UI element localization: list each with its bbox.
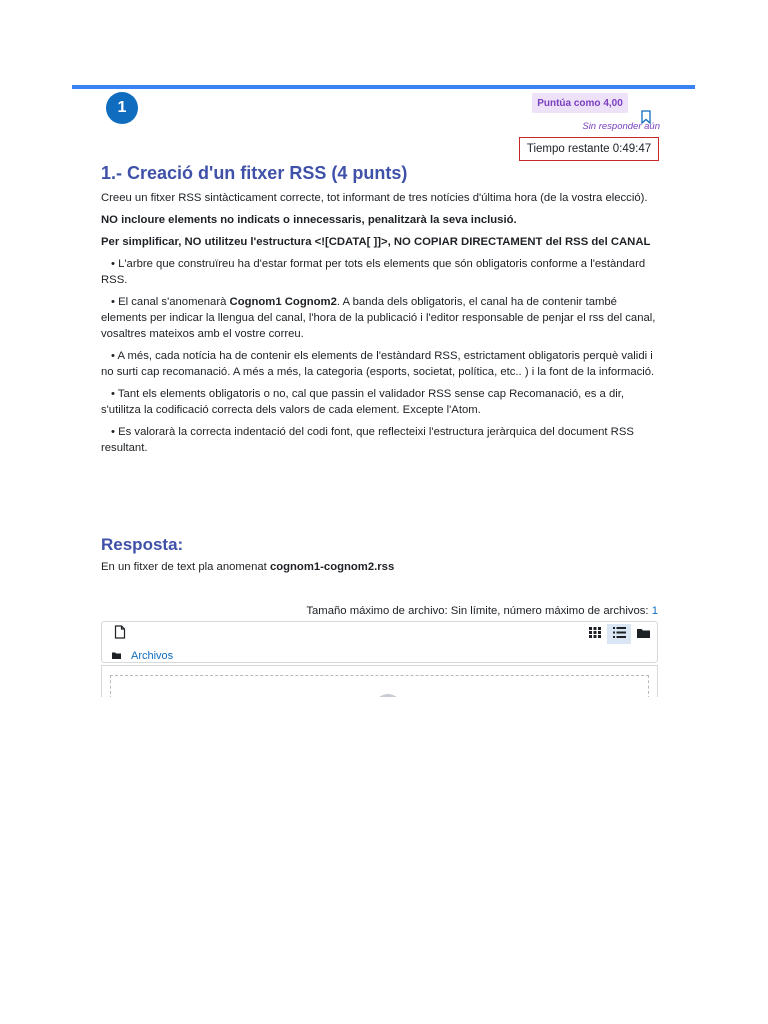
warning-text: NO incloure elements no indicats o innecessaris, penalitzarà la seva inclusió. xyxy=(101,214,517,226)
view-list-button[interactable] xyxy=(607,624,631,644)
timer-box: Tiempo restante 0:49:47 xyxy=(519,137,659,161)
view-tree-button[interactable] xyxy=(631,624,655,644)
folder-link[interactable]: Archivos xyxy=(131,650,174,662)
question-title: 1.- Creació d'un fitxer RSS (4 punts) xyxy=(101,163,408,183)
cdata-warning: Per simplificar, NO utilitzeu l'estructura <![CDATA[ ]]>, NO COPIAR DIRECTAMENT del RSS del CANAL xyxy=(101,236,651,248)
file-icon xyxy=(114,625,126,644)
question-text xyxy=(101,190,657,462)
list-icon xyxy=(613,625,626,643)
folder-icon xyxy=(112,650,121,662)
question-number-badge: 1 xyxy=(106,92,138,124)
grade-badge: Puntúa como 4,00 xyxy=(532,93,628,113)
bullet-item: • A més, cada notícia ha de contenir els elements de l'estàndard RSS, estrictament obligatoris perquè validi i no surti cap recomanació. A més a més, la categoria (esports, societat, política, etc.. ) i la font de la informació. xyxy=(101,350,655,378)
view-grid-button[interactable] xyxy=(583,624,607,644)
bullet-item: • L'arbre que construïreu ha d'estar format per tots els elements que són obligatoris conforme a l'estàndard RSS. xyxy=(101,258,646,286)
bullet-item: • Es valorarà la correcta indentació del codi font, que reflecteixi l'estructura jeràrquica del document RSS resultant. xyxy=(101,426,634,454)
view-switcher xyxy=(583,624,655,644)
bullet-item: • Tant els elements obligatoris o no, cal que passin el validador RSS sense cap Recomanació, es a dir, s'utilitza la codificació correcta dels valors de cada element. Excepte l'Atom. xyxy=(101,388,625,416)
file-limits-text: Tamaño máximo de archivo: Sin límite, número máximo de archivos: 1 xyxy=(306,605,658,617)
question-intro: Creeu un fitxer RSS sintàcticament correcte, tot informant de tres notícies d'última hora (de la vostra elecció). xyxy=(101,192,648,204)
page-blank-area xyxy=(0,697,768,1024)
bullet-item: • El canal s'anomenarà Cognom1 Cognom2. A banda dels obligatoris, el canal ha de contenir també elements per indicar la llengua del canal, l'hora de la publicació i l'editor responsable de penjar el rss del canal, vosaltres mateixos amb el vostre correu. xyxy=(101,296,656,340)
question-top-bar xyxy=(72,85,695,89)
folder-icon xyxy=(637,625,650,643)
breadcrumb xyxy=(112,650,173,662)
add-file-button[interactable] xyxy=(109,624,131,644)
response-title: Resposta: xyxy=(101,535,184,554)
question-status: Sin responder aún xyxy=(582,121,660,132)
grid-icon xyxy=(589,625,601,643)
file-manager xyxy=(101,621,658,663)
response-instruction: En un fitxer de text pla anomenat cognom1-cognom2.rss xyxy=(101,561,395,573)
